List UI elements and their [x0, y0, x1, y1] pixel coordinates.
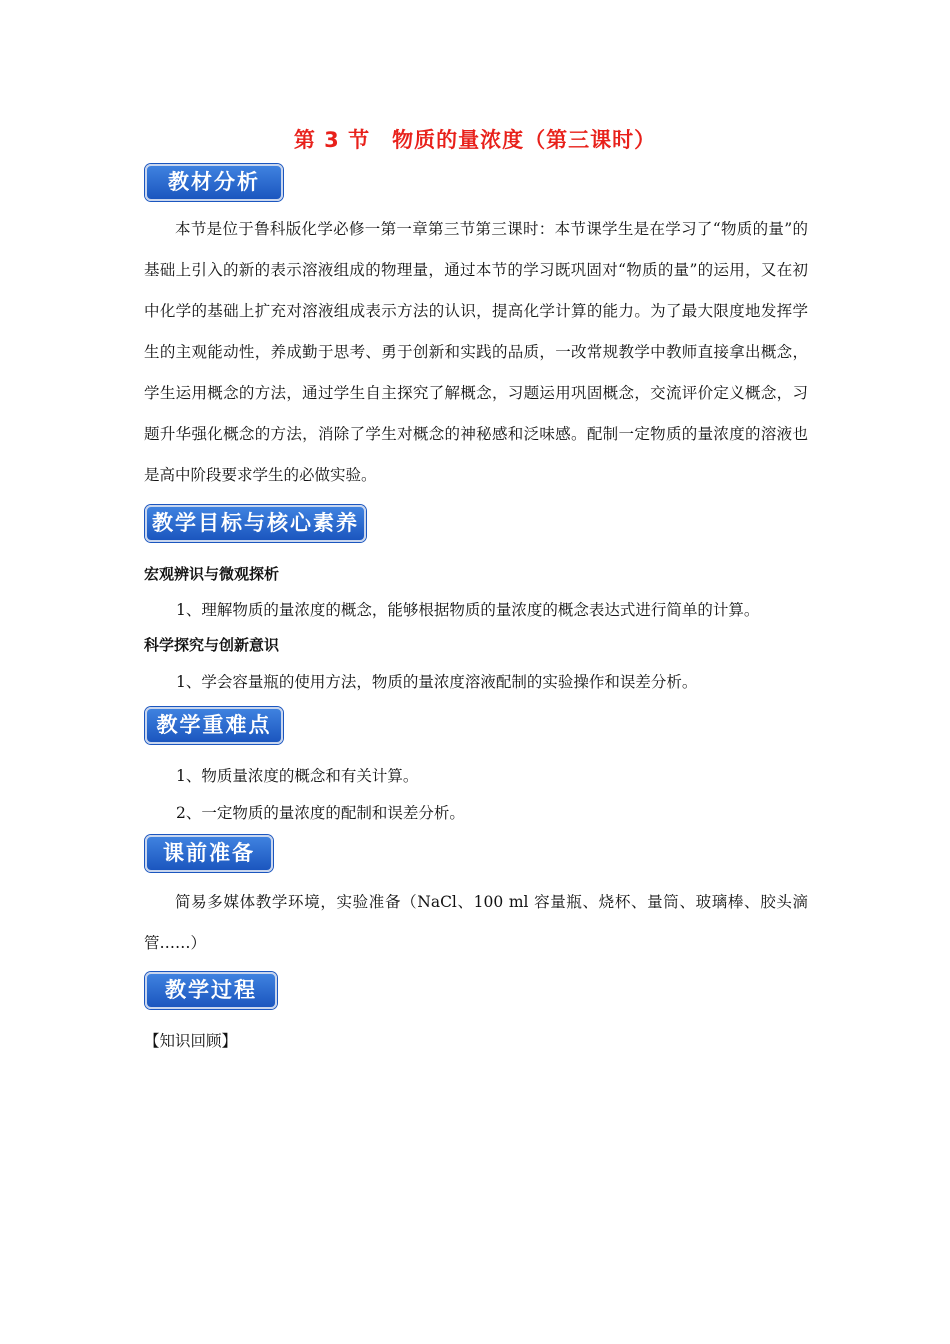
keypoint-item-1: 1、物质量浓度的概念和有关计算。 — [176, 767, 419, 785]
goal-item-2: 1、学会容量瓶的使用方法，物质的量浓度溶液配制的实验操作和误差分析。 — [176, 673, 698, 691]
section-heading-process: 教学过程 — [145, 972, 277, 1009]
keypoint-item-2: 2、一定物质的量浓度的配制和误差分析。 — [176, 804, 465, 822]
analysis-paragraph: 本节是位于鲁科版化学必修一第一章第三节第三课时：本节课学生是在学习了“物质的量”的基础上引入的新的表示溶液组成的物理量，通过本节的学习既巩固对“物质的量”的运用，又在初中化学的基础上扩充对溶液组成表示方法的认识，提高化学计算的能力。为了最大限度地发挥学生的主观能动性，养成勤于思考、勇于创新和实践的品质，一改常规教学中教师直接拿出概念，学生运用概念的方法，通过学生自主探究了解概念，习题运用巩固概念，交流评价定义概念，习题升华强化概念的方法，消除了学生对概念的神秘感和泛味感。配制一定物质的量浓度的溶液也是高中阶段要求学生的必做实验。 — [144, 220, 808, 484]
goal-item-1: 1、理解物质的量浓度的概念，能够根据物质的量浓度的概念表达式进行简单的计算。 — [176, 601, 760, 619]
goal-subheading-inquiry: 科学探究与创新意识 — [144, 636, 280, 654]
section-heading-keypoints: 教学重难点 — [145, 707, 283, 744]
goal-subheading-macro: 宏观辨识与微观探析 — [144, 565, 280, 583]
section-heading-analysis: 教材分析 — [145, 164, 283, 201]
prep-paragraph: 简易多媒体教学环境，实验准备（NaCl、100 ml 容量瓶、烧杯、量筒、玻璃棒、胶头滴管……） — [144, 893, 808, 952]
knowledge-review-label: 【知识回顾】 — [144, 1032, 238, 1050]
section-heading-prep: 课前准备 — [145, 835, 273, 872]
page-title: 第 3 节 物质的量浓度（第三课时） — [293, 128, 657, 152]
section-heading-goals: 教学目标与核心素养 — [145, 505, 366, 542]
